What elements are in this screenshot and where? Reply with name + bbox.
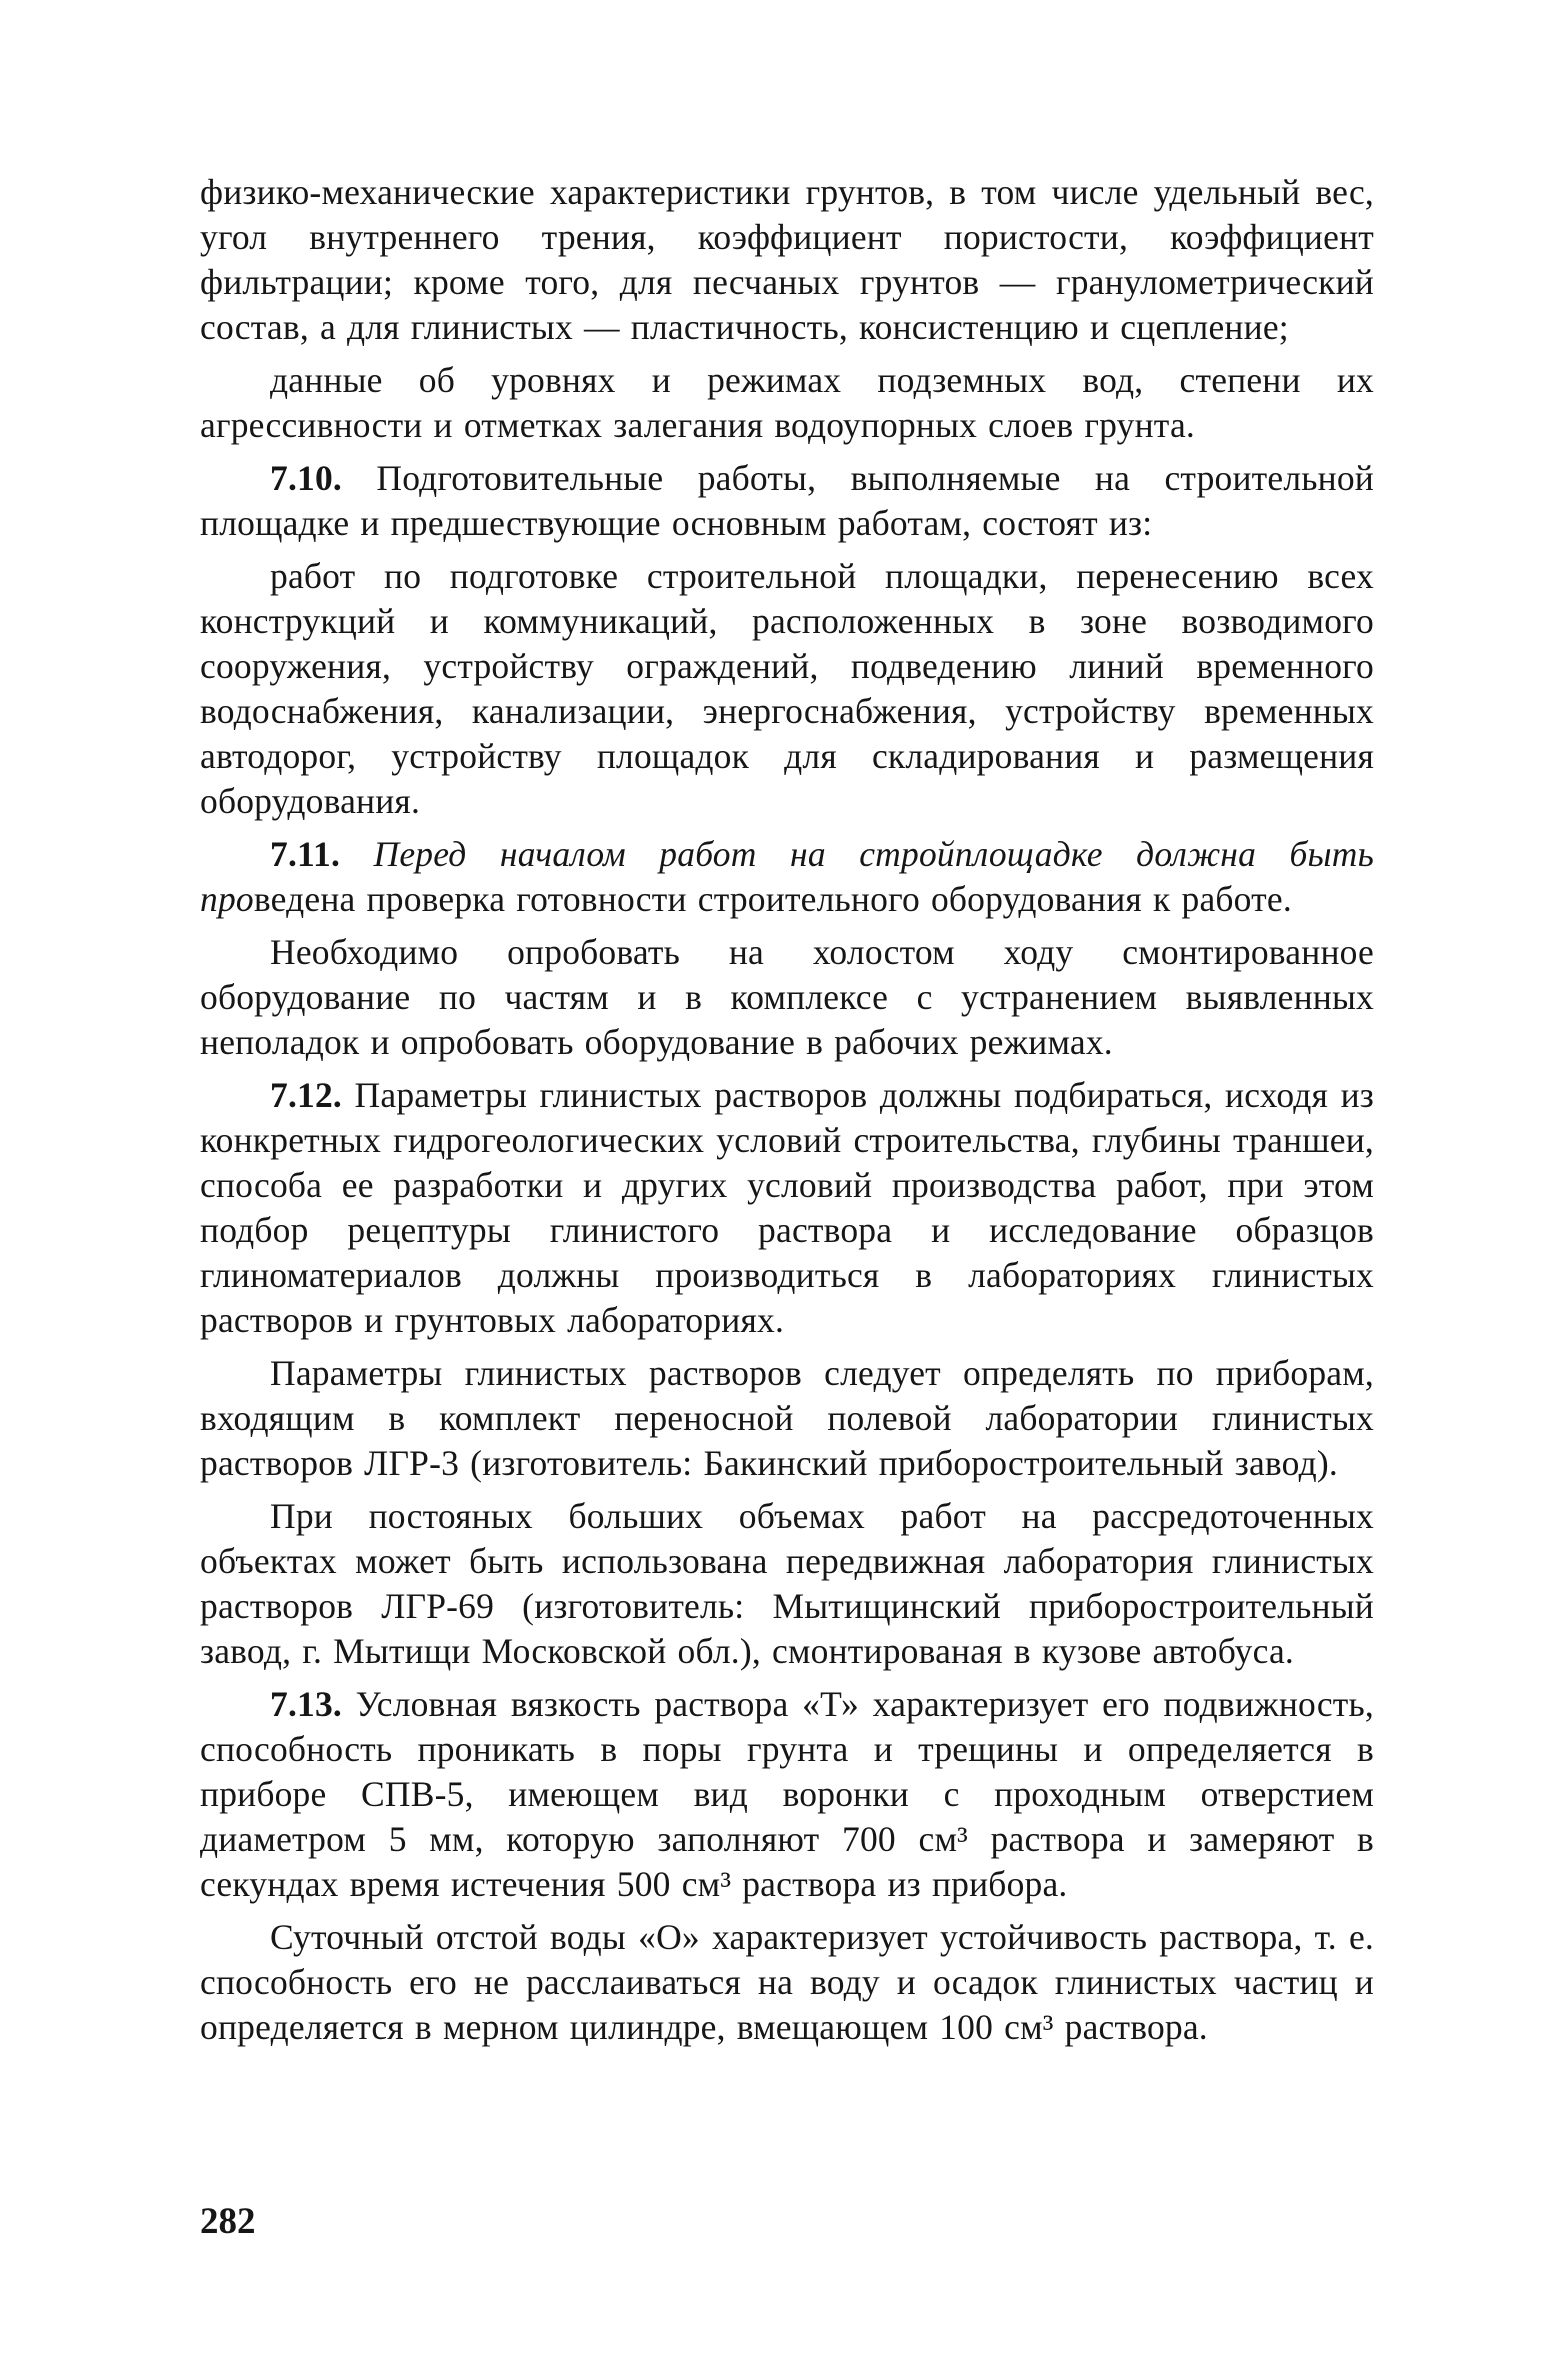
- paragraph-5-text: ведена проверка готовности строительного оборудования к работе.: [253, 879, 1292, 919]
- paragraph-11-text: Суточный отстой воды «О» характеризует устойчивость раствора, т. е. способность его не расслаиваться на воду и осадок глинистых частиц и определяется в мерном цилиндре, вмещающем 100 см³ раствора.: [200, 1917, 1374, 2047]
- paragraph-9: [200, 1494, 1374, 1674]
- paragraph-7-text: Параметры глинистых растворов должны подбираться, исходя из конкретных гидрогеологических условий строительства, глубины траншеи, способа ее разработки и других условий производства работ, при этом подбор рецептуры глинистого раствора и исследование образцов глиноматериалов должны производиться в лабораториях глинистых растворов и грунтовых лабораториях.: [200, 1075, 1374, 1340]
- section-number-7-11: 7.11.: [270, 834, 341, 874]
- paragraph-9-text: При постояных больших объемах работ на рассредоточенных объектах может быть использована передвижная лаборатория глинистых растворов ЛГР-69 (изготовитель: Мытищинский приборостроительный завод, г. Мытищи Московской обл.), смонтированая в кузове автобуса.: [200, 1496, 1374, 1671]
- paragraph-5: [200, 832, 1374, 922]
- page-number: 282: [200, 2201, 256, 2242]
- section-number-7-10: 7.10.: [270, 458, 342, 498]
- paragraph-8: [200, 1351, 1374, 1486]
- paragraph-1-text: физико-механические характеристики грунтов, в том числе удельный вес, угол внутреннего трения, коэффициент пористости, коэффициент фильтрации; кроме того, для песчаных грунтов — гранулометрический состав, а для глинистых — пластичность, консистенцию и сцепление;: [200, 172, 1374, 347]
- paragraph-6-text: Необходимо опробовать на холостом ходу смонтированное оборудование по частям и в комплексе с устранением выявленных неполадок и опробовать оборудование в рабочих режимах.: [200, 932, 1374, 1062]
- paragraph-8-text: Параметры глинистых растворов следует определять по приборам, входящим в комплект переносной полевой лаборатории глинистых растворов ЛГР-3 (изготовитель: Бакинский приборостроительный завод).: [200, 1353, 1374, 1483]
- document-page: [200, 170, 1374, 2170]
- paragraph-4-text: работ по подготовке строительной площадки, перенесению всех конструкций и коммуникаций, расположенных в зоне возводимого сооружения, устройству ограждений, подведению линий временного водоснабжения, канализации, энергоснабжения, устройству временных автодорог, устройству площадок для складирования и размещения оборудования.: [200, 556, 1374, 821]
- paragraph-3-text: Подготовительные работы, выполняемые на строительной площадке и предшествующие основным работам, состоят из:: [200, 458, 1374, 543]
- paragraph-5-italic-lead: Перед началом работ на стройплощадке должна быть про: [200, 834, 1374, 919]
- paragraph-2-text: данные об уровнях и режимах подземных вод, степени их агрессивности и отметках залегания водоупорных слоев грунта.: [200, 360, 1374, 445]
- paragraph-2: [200, 358, 1374, 448]
- paragraph-3: [200, 456, 1374, 546]
- paragraph-1: [200, 170, 1374, 350]
- paragraph-7: [200, 1073, 1374, 1343]
- paragraph-10-text: Условная вязкость раствора «Т» характеризует его подвижность, способность проникать в поры грунта и трещины и определяется в приборе СПВ-5, имеющем вид воронки с проходным отверстием диаметром 5 мм, которую заполняют 700 см³ раствора и замеряют в секундах время истечения 500 см³ раствора из прибора.: [200, 1684, 1374, 1904]
- paragraph-6: [200, 930, 1374, 1065]
- section-number-7-12: 7.12.: [270, 1075, 342, 1115]
- section-number-7-13: 7.13.: [270, 1684, 342, 1724]
- paragraph-10: [200, 1682, 1374, 1907]
- paragraph-4: [200, 554, 1374, 824]
- paragraph-11: [200, 1915, 1374, 2050]
